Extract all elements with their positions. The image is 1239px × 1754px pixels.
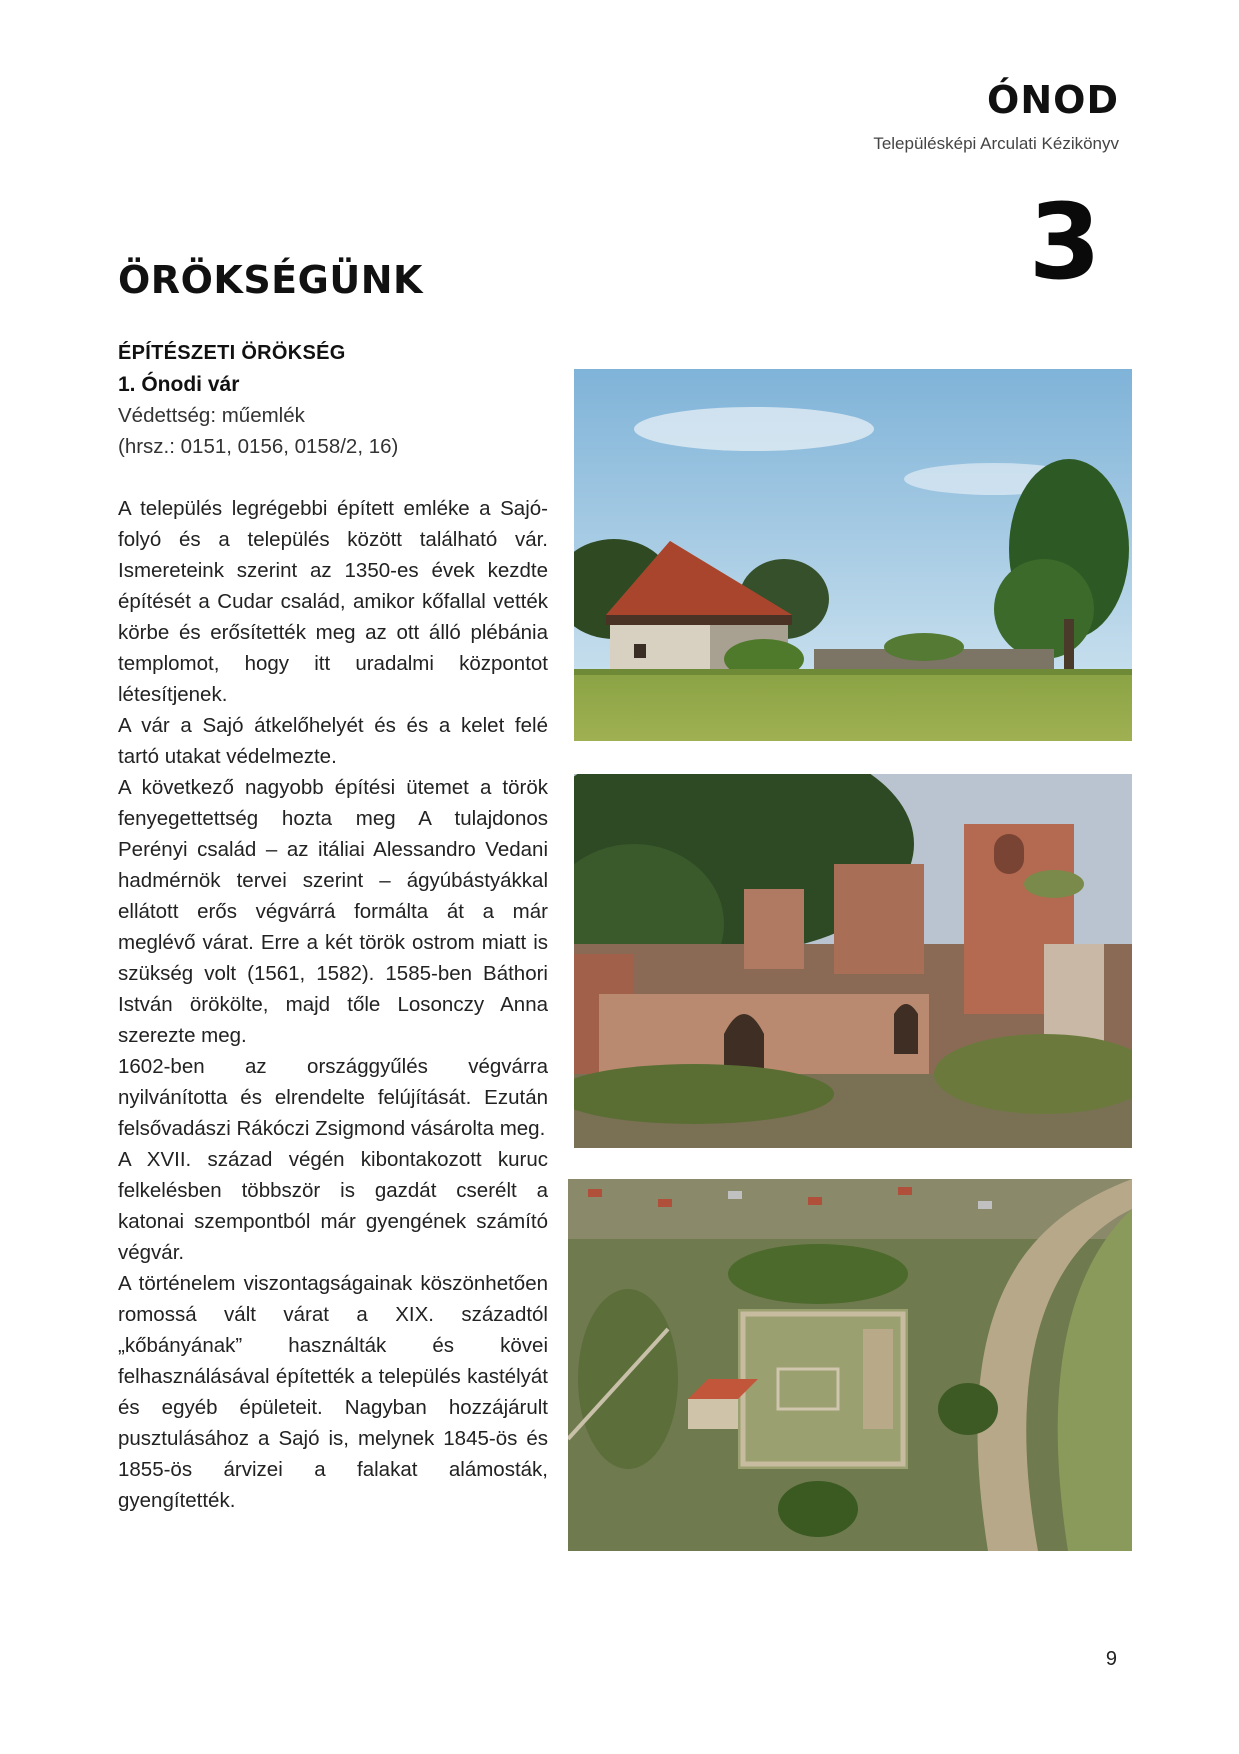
body-paragraph: 1602-ben az országgyűlés végvárra nyilvánította és elrendelte felújítását. Ezután felsővadászi Rákóczi Zsigmond vásárolta meg. xyxy=(118,1055,548,1140)
section-heading: ÉPÍTÉSZETI ÖRÖKSÉG xyxy=(118,342,346,364)
body-text xyxy=(118,493,548,1516)
text-column xyxy=(118,338,548,1516)
item-heading: 1. Ónodi vár xyxy=(118,373,240,396)
castle-tower-photo xyxy=(574,369,1132,741)
body-paragraph: A vár a Sajó átkelőhelyét és és a kelet felé tartó utakat védelmezte. xyxy=(118,714,548,768)
document-subtitle: Településképi Arculati Kézikönyv xyxy=(873,134,1119,153)
chapter-number: 3 xyxy=(1028,181,1101,303)
spacer xyxy=(118,462,548,493)
aerial-castle-illustration xyxy=(568,1179,1132,1551)
aerial-castle-photo xyxy=(568,1179,1132,1551)
town-name: ÓNOD xyxy=(987,78,1119,122)
castle-ruins-illustration xyxy=(574,774,1132,1148)
body-paragraph: A következő nagyobb építési ütemet a török fenyegettettség hozta meg A tulajdonos Perényi család – az itáliai Alessandro Vedani hadmérnök tervei szerint – ágyúbástyákkal ellátott erős végvárrá formálta át a már meglévő várat. Erre a két török ostrom miatt is szükség volt (1561, 1582). 1585-ben Báthori István örökölte, majd tőle Losonczy Anna szerezte meg. xyxy=(118,776,548,1047)
parcel-numbers: (hrsz.: 0151, 0156, 0158/2, 16) xyxy=(118,435,399,458)
body-paragraph: A történelem viszontagságainak köszönhetően romossá vált várat a XIX. századtól „kőbányának” használták és kövei felhasználásával építették a település kastélyát és egyéb épületeit. Nagyban hozzájárult pusztulásához a Sajó is, melynek 1845-ös és 1855-ös árvizei a falakat alámosták, gyengítették. xyxy=(118,1272,548,1512)
protection-status: Védettség: műemlék xyxy=(118,404,305,427)
chapter-title: ÖRÖKSÉGÜNK xyxy=(118,258,423,302)
body-paragraph: A település legrégebbi épített emléke a Sajó-folyó és a település között található vár. Ismereteink szerint az 1350-es évek kezdte építését a Cudar család, amikor kőfallal vették körbe és erősítették meg az ott álló plébánia templomot, hogy itt uradalmi központot létesítjenek. xyxy=(118,497,548,706)
castle-tower-illustration xyxy=(574,369,1132,741)
castle-ruins-photo xyxy=(574,774,1132,1148)
page-number: 9 xyxy=(1105,1648,1117,1670)
body-paragraph: A XVII. század végén kibontakozott kuruc felkelésben többször is gazdát cserélt a katonai szempontból már gyengének számító végvár. xyxy=(118,1148,548,1264)
